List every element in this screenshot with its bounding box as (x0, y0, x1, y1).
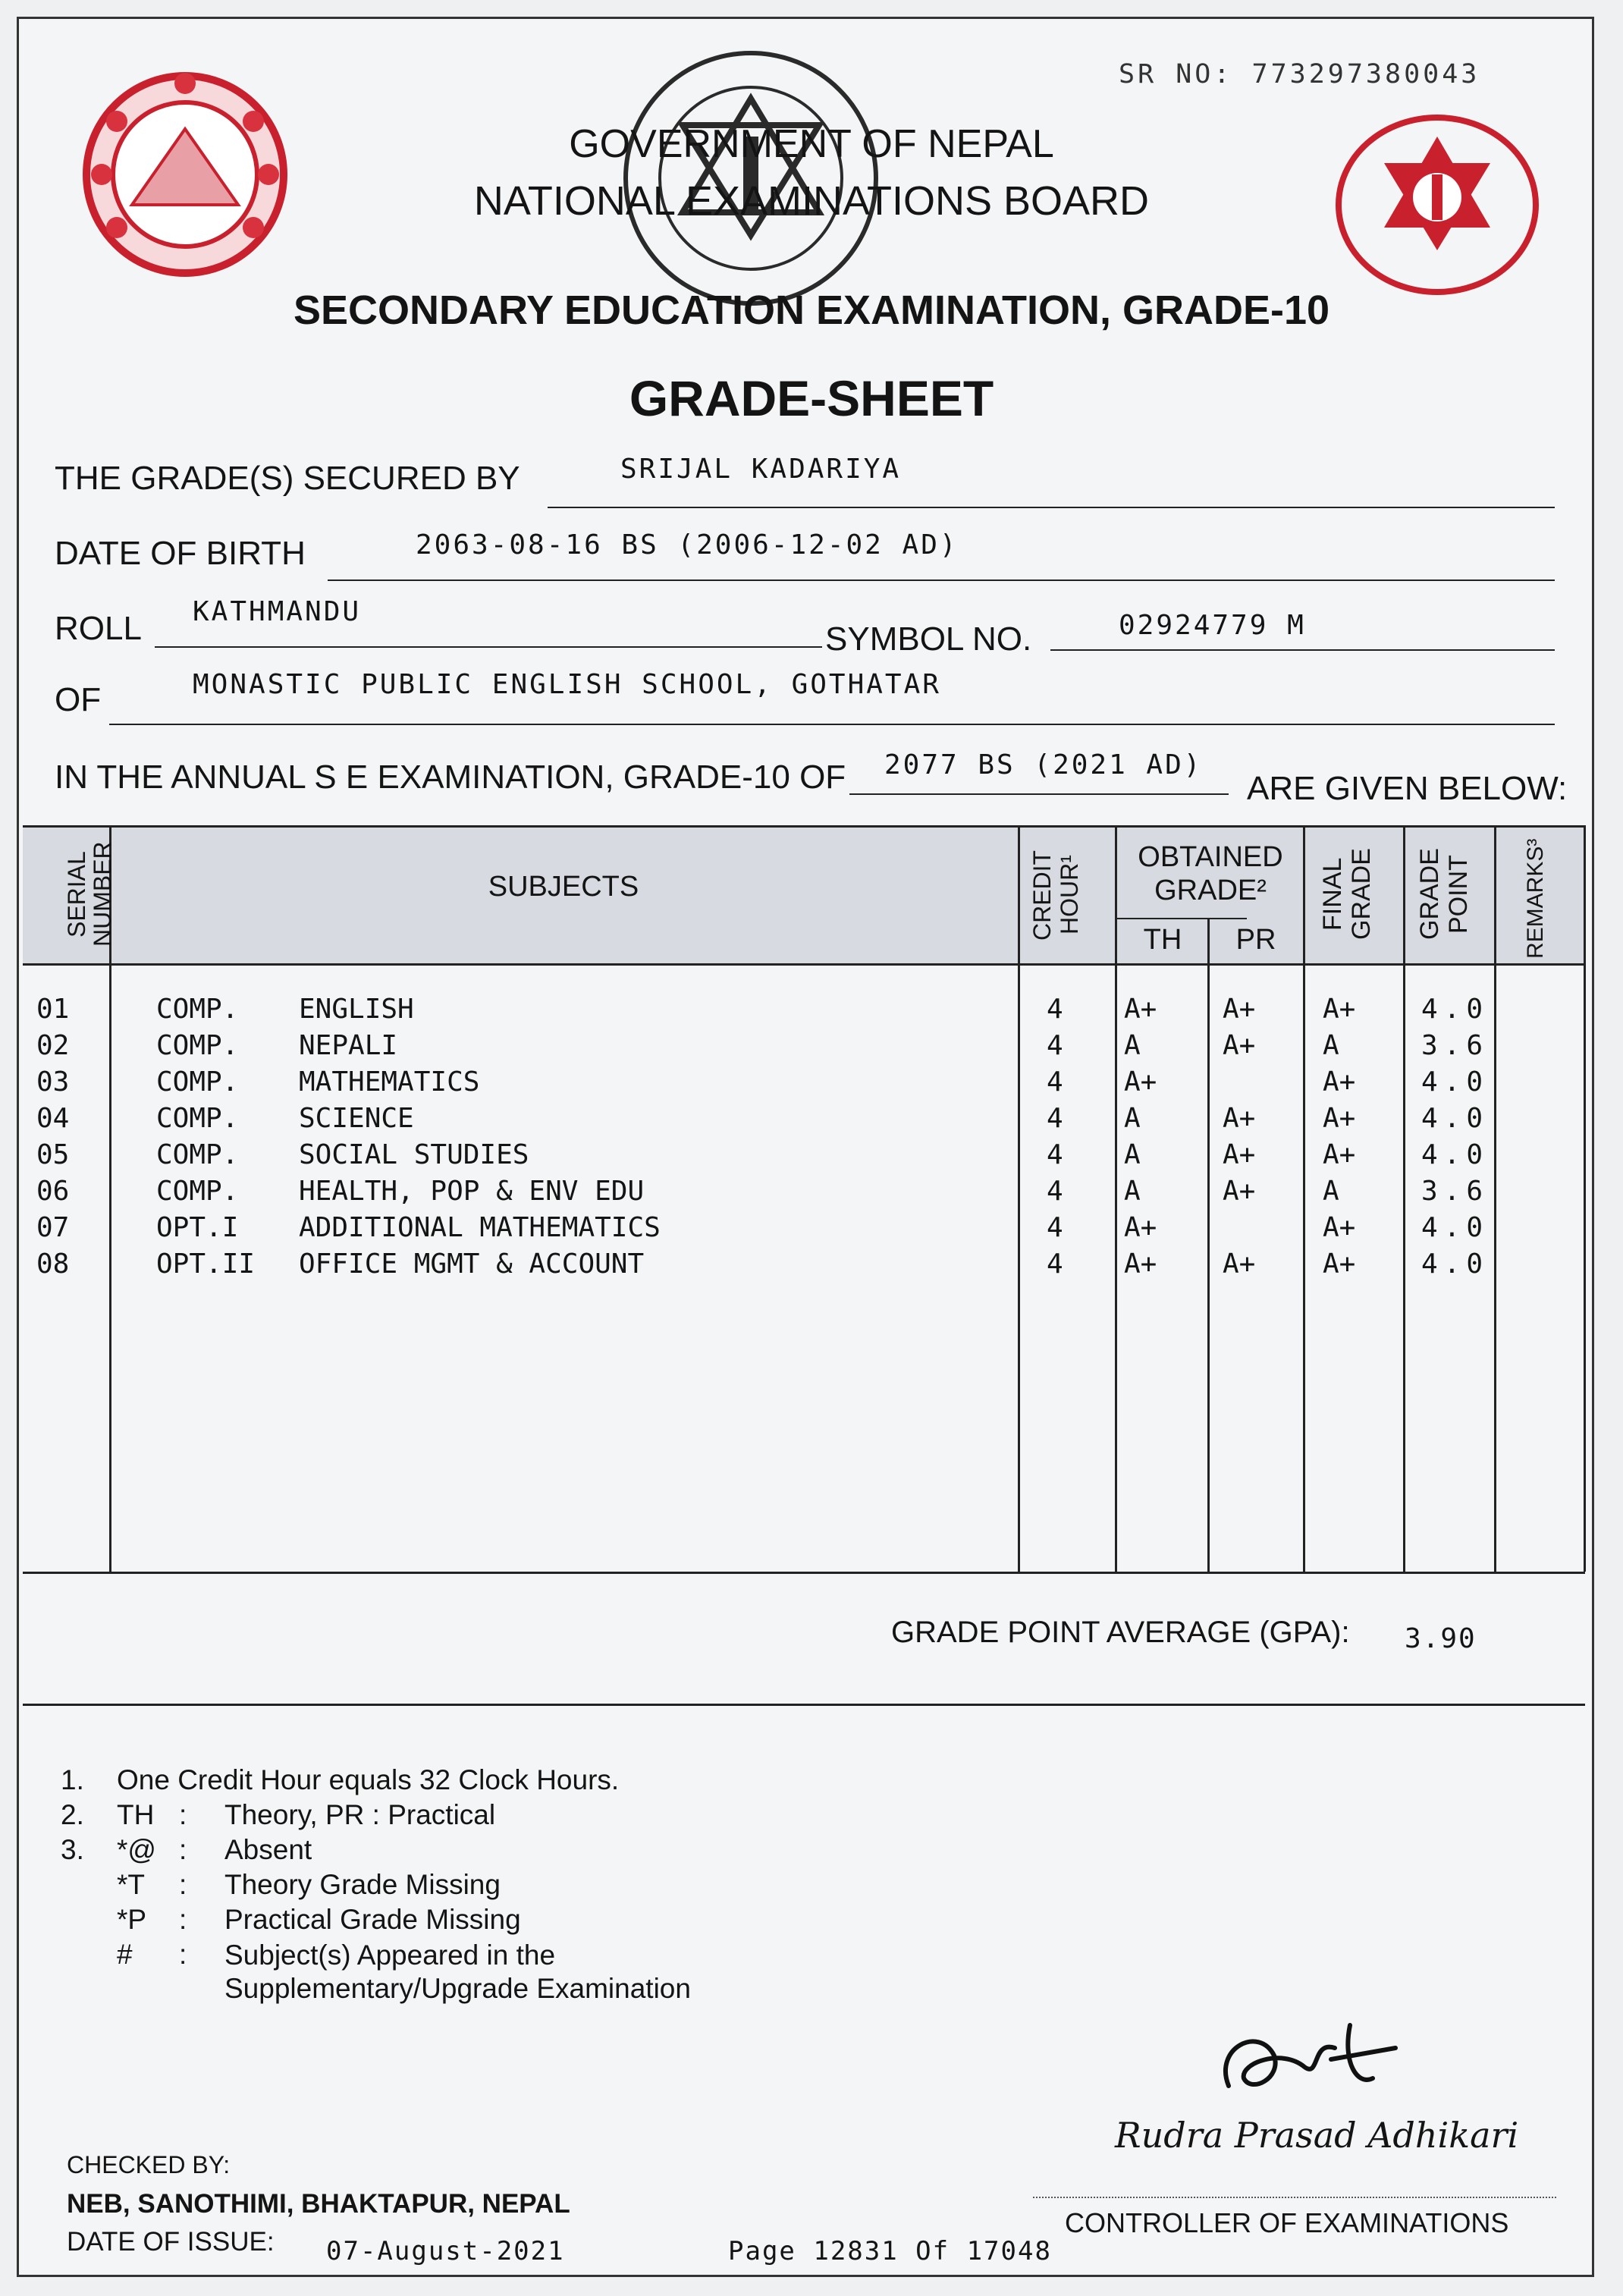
row-06-type: COMP. (156, 1176, 239, 1207)
grades-secured-label: THE GRADE(S) SECURED BY (55, 460, 520, 497)
row-01-credit: 4 (1047, 994, 1063, 1025)
row-02-subject: NEPALI (299, 1030, 398, 1061)
document-title: GRADE-SHEET (629, 370, 994, 426)
row-03-serial: 03 (36, 1066, 70, 1098)
exam-year: 2077 BS (2021 AD) (884, 749, 1203, 781)
row-01-th: A+ (1124, 994, 1157, 1025)
row-05-th: A (1124, 1139, 1141, 1170)
row-02-serial: 02 (36, 1030, 70, 1061)
signature-line (1033, 2197, 1556, 2198)
row-03-type: COMP. (156, 1066, 239, 1098)
row-02-th: A (1124, 1030, 1141, 1061)
row-03-credit: 4 (1047, 1066, 1063, 1098)
row-08-pr: A+ (1223, 1249, 1256, 1280)
row-06-th: A (1124, 1176, 1141, 1207)
row-04-final: A+ (1323, 1103, 1356, 1134)
roll-value: KATHMANDU (193, 596, 362, 627)
controller-name: Rudra Prasad Adhikari (1115, 2115, 1519, 2156)
legend-key-0: *@ (117, 1834, 156, 1865)
row-05-gp: 4.0 (1421, 1139, 1490, 1170)
legend-key-1: *T (117, 1869, 145, 1900)
student-name: SRIJAL KADARIYA (620, 454, 902, 485)
symbol-no-label: SYMBOL NO. (825, 620, 1032, 658)
annual-exam-label: IN THE ANNUAL S E EXAMINATION, GRADE-10 OF (55, 759, 846, 796)
row-07-credit: 4 (1047, 1212, 1063, 1243)
row-05-type: COMP. (156, 1139, 239, 1170)
government-title: GOVERNMENT OF NEPAL (569, 122, 1054, 166)
row-03-th: A+ (1124, 1066, 1157, 1098)
final-grade-header: FINAL GRADE (1318, 848, 1376, 941)
row-02-pr: A+ (1223, 1030, 1256, 1061)
row-03-gp: 4.0 (1421, 1066, 1490, 1098)
note-2-key: TH (117, 1799, 155, 1830)
row-05-pr: A+ (1223, 1139, 1256, 1170)
row-07-serial: 07 (36, 1212, 70, 1243)
subjects-header: SUBJECTS (488, 871, 639, 903)
legend-text-1: Theory Grade Missing (224, 1869, 501, 1900)
row-02-gp: 3.6 (1421, 1030, 1490, 1061)
controller-title: CONTROLLER OF EXAMINATIONS (1065, 2207, 1509, 2238)
row-07-gp: 4.0 (1421, 1212, 1490, 1243)
row-01-type: COMP. (156, 994, 239, 1025)
note-1-text: One Credit Hour equals 32 Clock Hours. (117, 1764, 620, 1795)
row-02-final: A (1323, 1030, 1339, 1061)
date-of-issue: 07-August-2021 (326, 2236, 565, 2266)
row-06-gp: 3.6 (1421, 1176, 1490, 1207)
row-04-type: COMP. (156, 1103, 239, 1134)
row-04-pr: A+ (1223, 1103, 1256, 1134)
row-01-subject: ENGLISH (299, 994, 414, 1025)
row-01-pr: A+ (1223, 994, 1256, 1025)
row-07-final: A+ (1323, 1212, 1356, 1243)
row-08-subject: OFFICE MGMT & ACCOUNT (299, 1249, 645, 1280)
row-06-pr: A+ (1223, 1176, 1256, 1207)
row-03-final: A+ (1323, 1066, 1356, 1098)
checked-by-label: CHECKED BY: (67, 2151, 231, 2178)
legend-text-2: Practical Grade Missing (224, 1904, 521, 1935)
row-06-serial: 06 (36, 1176, 70, 1207)
school-label: OF (55, 681, 102, 718)
board-title: NATIONAL EXAMINATIONS BOARD (473, 178, 1150, 224)
row-05-subject: SOCIAL STUDIES (299, 1139, 529, 1170)
given-below-label: ARE GIVEN BELOW: (1247, 770, 1568, 807)
row-01-final: A+ (1323, 994, 1356, 1025)
row-07-type: OPT.I (156, 1212, 239, 1243)
row-04-gp: 4.0 (1421, 1103, 1490, 1134)
row-06-credit: 4 (1047, 1176, 1063, 1207)
row-05-final: A+ (1323, 1139, 1356, 1170)
gpa-value: 3.90 (1405, 1623, 1477, 1654)
date-of-issue-label: DATE OF ISSUE: (67, 2227, 275, 2257)
dob-label: DATE OF BIRTH (55, 535, 306, 572)
row-04-th: A (1124, 1103, 1141, 1134)
row-08-th: A+ (1124, 1249, 1157, 1280)
row-04-credit: 4 (1047, 1103, 1063, 1134)
school-name: MONASTIC PUBLIC ENGLISH SCHOOL, GOTHATAR (193, 669, 941, 700)
page-number: Page 12831 Of 17048 (728, 2236, 1052, 2266)
row-08-serial: 08 (36, 1249, 70, 1280)
legend-text-0: Absent (224, 1834, 312, 1865)
grade-point-header: GRADE POINT (1415, 848, 1473, 941)
issuing-office: NEB, SANOTHIMI, BHAKTAPUR, NEPAL (67, 2189, 570, 2219)
legend-text-3: Subject(s) Appeared in the Supplementary/Upgrade Examination (224, 1940, 691, 2004)
gpa-label: GRADE POINT AVERAGE (GPA): (891, 1616, 1350, 1649)
page-border (17, 17, 1594, 2277)
row-04-serial: 04 (36, 1103, 70, 1134)
row-08-credit: 4 (1047, 1249, 1063, 1280)
legend-key-3: # (117, 1939, 133, 1970)
note-3-number: 3. (61, 1834, 84, 1865)
symbol-number: 02924779 M (1119, 610, 1306, 641)
row-05-credit: 4 (1047, 1139, 1063, 1170)
controller-signature (1198, 1995, 1426, 2116)
row-08-gp: 4.0 (1421, 1249, 1490, 1280)
note-1-number: 1. (61, 1764, 84, 1795)
row-02-credit: 4 (1047, 1030, 1063, 1061)
th-header: TH (1143, 924, 1182, 956)
row-06-subject: HEALTH, POP & ENV EDU (299, 1176, 645, 1207)
serial-number-header: SERIAL NUMBER (63, 841, 116, 947)
row-01-serial: 01 (36, 994, 70, 1025)
row-01-gp: 4.0 (1421, 994, 1490, 1025)
row-04-subject: SCIENCE (299, 1103, 414, 1134)
neb-stamp-seal (607, 38, 895, 311)
exam-title: SECONDARY EDUCATION EXAMINATION, GRADE-10 (293, 287, 1330, 333)
credit-hour-header: CREDIT HOUR¹ (1028, 850, 1083, 941)
roll-label: ROLL (55, 610, 142, 647)
serial-number: SR NO: 773297380043 (1119, 59, 1480, 90)
row-08-final: A+ (1323, 1249, 1356, 1280)
date-of-birth: 2063-08-16 BS (2006-12-02 AD) (416, 529, 959, 561)
legend-key-2: *P (117, 1904, 147, 1935)
note-2-text: Theory, PR : Practical (224, 1799, 496, 1830)
row-07-th: A+ (1124, 1212, 1157, 1243)
pr-header: PR (1235, 924, 1276, 956)
row-07-subject: ADDITIONAL MATHEMATICS (299, 1212, 661, 1243)
row-03-subject: MATHEMATICS (299, 1066, 480, 1098)
row-06-final: A (1323, 1176, 1339, 1207)
nepal-emblem-seal (71, 61, 299, 288)
row-05-serial: 05 (36, 1139, 70, 1170)
row-08-type: OPT.II (156, 1249, 256, 1280)
remarks-header: REMARKS³ (1523, 838, 1548, 960)
row-02-type: COMP. (156, 1030, 239, 1061)
note-2-number: 2. (61, 1799, 84, 1830)
obtained-grade-header: OBTAINED GRADE² (1138, 841, 1283, 906)
